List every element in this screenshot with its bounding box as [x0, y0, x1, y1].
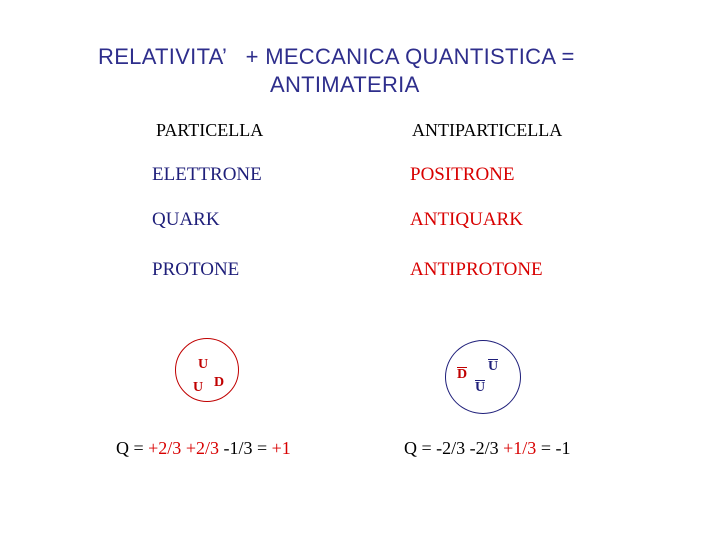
- charge-term-2: +2/3: [181, 438, 219, 458]
- antiparticle-antiproton: ANTIPROTONE: [410, 259, 543, 280]
- particle-proton: PROTONE: [152, 259, 240, 280]
- particle-electron: ELETTRONE: [152, 164, 262, 185]
- antiproton-quark-u-bottom: U: [475, 380, 486, 395]
- proton-quark-d: D: [214, 375, 225, 390]
- charge-term-3: -1/3: [218, 438, 253, 458]
- proton-quark-u-bottom: U: [193, 380, 204, 395]
- charge-result: -1: [555, 438, 571, 458]
- proton-quark-u-top: U: [198, 357, 209, 372]
- antiparticle-antiquark: ANTIQUARK: [410, 209, 523, 230]
- charge-result: +1: [271, 438, 291, 458]
- charge-term-3: +1/3: [498, 438, 537, 458]
- header-particle: PARTICELLA: [156, 120, 264, 140]
- proton-charge-equation: [116, 438, 291, 459]
- charge-prefix: Q =: [116, 438, 149, 458]
- charge-term-1: +2/3: [148, 438, 182, 458]
- antiproton-quark-u-top: U: [488, 359, 499, 374]
- antiparticle-positron: POSITRONE: [410, 164, 515, 185]
- slide-title-line-2: ANTIMATERIA: [270, 72, 420, 97]
- antiproton-charge-equation: [404, 438, 570, 459]
- header-antiparticle: ANTIPARTICELLA: [412, 120, 563, 140]
- charge-equals: =: [252, 438, 272, 458]
- charge-prefix: Q =: [404, 438, 437, 458]
- particle-quark: QUARK: [152, 209, 220, 230]
- antiproton-quark-d: D: [457, 367, 468, 382]
- charge-equals: =: [536, 438, 556, 458]
- charge-term-1: -2/3: [436, 438, 466, 458]
- slide-title-line-1: RELATIVITA’ + MECCANICA QUANTISTICA =: [98, 44, 575, 69]
- charge-term-2: -2/3: [465, 438, 499, 458]
